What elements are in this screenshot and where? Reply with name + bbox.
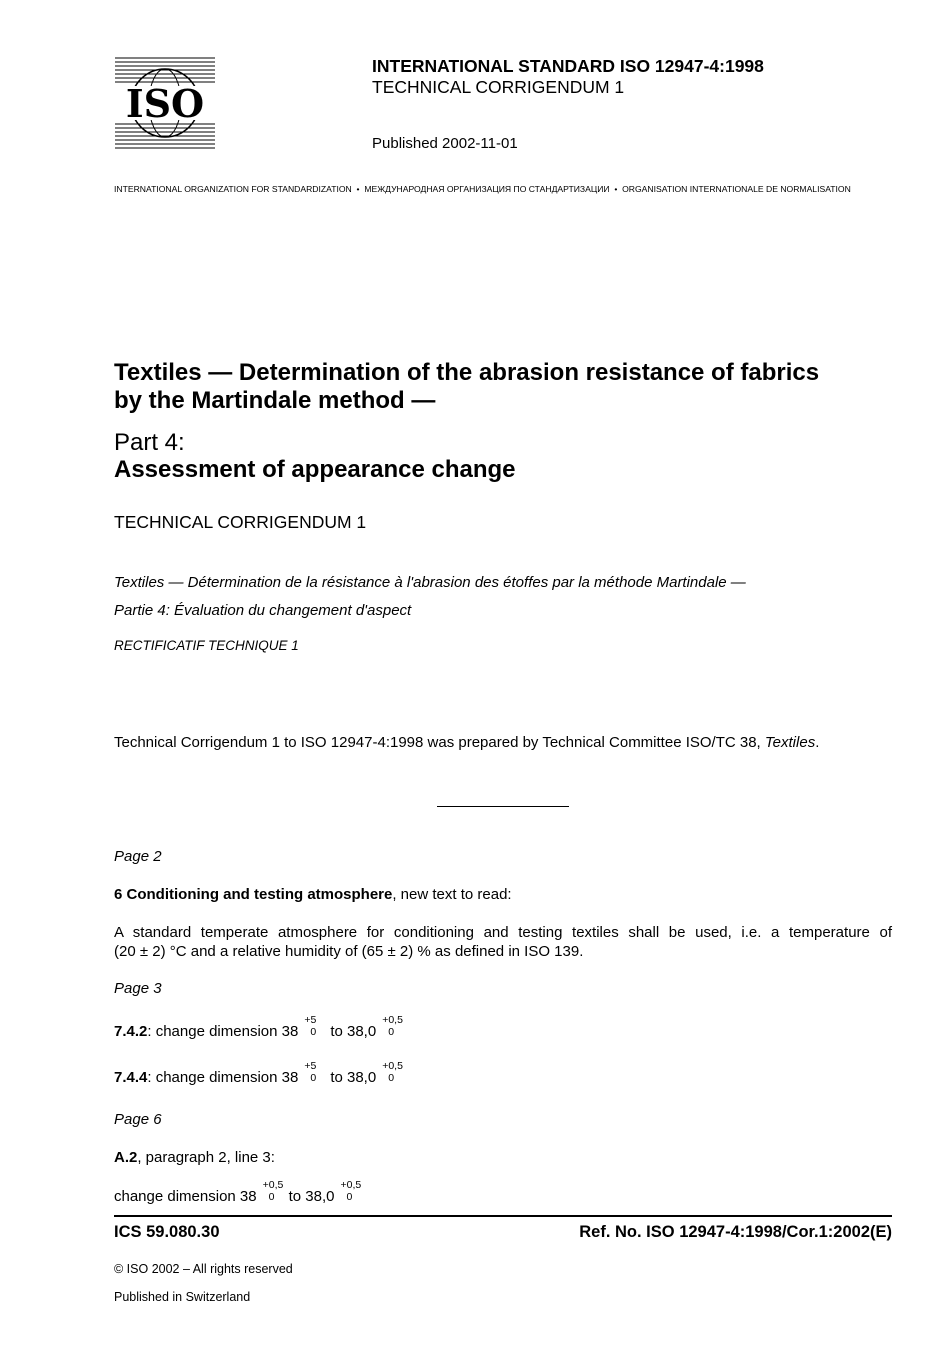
published-date: Published 2002-11-01 [372, 135, 518, 152]
french-corrigendum: RECTIFICATIF TECHNIQUE 1 [114, 638, 299, 653]
reference-number: Ref. No. ISO 12947-4:1998/Cor.1:2002(E) [579, 1223, 892, 1241]
separator [437, 806, 569, 807]
title-line-2: by the Martindale method — [114, 387, 436, 414]
tol-lower: 0 [268, 1191, 275, 1203]
clause-text: : change dimension 38 [147, 1023, 299, 1040]
to-text: to 38,0 [288, 1188, 335, 1205]
clause-6-rest: , new text to read: [392, 886, 512, 903]
published-in: Published in Switzerland [114, 1290, 251, 1304]
page-3-ref: Page 3 [114, 980, 162, 997]
clause-6-title: 6 Conditioning and testing atmosphere [114, 886, 393, 903]
clause-6-text-2: (20 ± 2) °C and a relative humidity of (65 ± 2) % as defined in ISO 139. [114, 943, 584, 960]
intro-text [114, 734, 819, 751]
clause-6-text-1: A standard temperate atmosphere for conditioning and testing textiles shall be used, i.e. a temperature of [114, 924, 892, 941]
tol-lower: 0 [388, 1072, 395, 1084]
clause-number: 7.4.2 [114, 1023, 148, 1040]
corrigendum-heading: TECHNICAL CORRIGENDUM 1 [114, 512, 367, 532]
org-ru: МЕЖДУНАРОДНАЯ ОРГАНИЗАЦИЯ ПО СТАНДАРТИЗАЦИИ [364, 184, 610, 194]
org-fr: ORGANISATION INTERNATIONALE DE NORMALISATION [622, 184, 851, 194]
part-label: Part 4: [114, 429, 185, 456]
clause-number: 7.4.4 [114, 1069, 148, 1086]
tolerance [304, 1014, 326, 1038]
annex-rest: , paragraph 2, line 3: [137, 1149, 275, 1166]
tolerance [382, 1060, 404, 1084]
copyright: © ISO 2002 – All rights reserved [114, 1262, 293, 1276]
annex-a2-change [114, 1179, 366, 1205]
to-text: to 38,0 [330, 1069, 377, 1086]
tol-lower: 0 [346, 1191, 353, 1203]
title-line-1: Textiles — Determination of the abrasion resistance of fabrics [114, 359, 820, 386]
tolerance [262, 1179, 285, 1203]
iso-logo [115, 57, 215, 149]
french-part: Partie 4: Évaluation du changement d'aspect [114, 602, 412, 619]
intro-end: . [815, 734, 820, 751]
clause-6-heading [114, 886, 512, 903]
tol-upper: +0,5 [340, 1179, 362, 1191]
tol-upper: +0,5 [262, 1179, 284, 1191]
tolerance [382, 1014, 404, 1038]
tol-upper: +0,5 [382, 1060, 403, 1072]
tolerance [304, 1060, 326, 1084]
ics-code: ICS 59.080.30 [114, 1223, 220, 1241]
tol-upper: +0,5 [382, 1014, 403, 1026]
intro-main: Technical Corrigendum 1 to ISO 12947-4:1998 was prepared by Technical Committee ISO/TC 38, [114, 734, 765, 751]
clause-7-4-4 [114, 1060, 408, 1086]
footer-rule [114, 1215, 892, 1217]
clause-text: change dimension 38 [114, 1188, 257, 1205]
svg-text:ISO: ISO [125, 81, 205, 126]
tolerance [340, 1179, 362, 1203]
tol-lower: 0 [310, 1072, 317, 1084]
clause-7-4-2 [114, 1014, 408, 1040]
tol-upper: +5 [304, 1014, 317, 1026]
annex-a2-heading [114, 1149, 275, 1166]
organization-line: INTERNATIONAL ORGANIZATION FOR STANDARDIZATION • МЕЖДУНАРОДНАЯ ОРГАНИЗАЦИЯ ПО СТАНДАРТИЗАЦИИ • ORGANISATION INTERNATIONALE DE NORMALISATION [114, 184, 851, 194]
part-title: Assessment of appearance change [114, 456, 516, 483]
page-2-ref: Page 2 [114, 848, 162, 865]
to-text: to 38,0 [330, 1023, 377, 1040]
tol-lower: 0 [388, 1026, 395, 1038]
standard-number: INTERNATIONAL STANDARD ISO 12947-4:1998 [372, 56, 764, 76]
org-en: INTERNATIONAL ORGANIZATION FOR STANDARDIZATION [114, 184, 352, 194]
page-6-ref: Page 6 [114, 1111, 162, 1128]
french-title: Textiles — Détermination de la résistance à l'abrasion des étoffes par la méthode Martindale — [114, 574, 746, 591]
clause-text: : change dimension 38 [147, 1069, 299, 1086]
corrigendum-label: TECHNICAL CORRIGENDUM 1 [372, 77, 625, 97]
annex-number: A.2 [114, 1149, 138, 1166]
tol-lower: 0 [310, 1026, 317, 1038]
tol-upper: +5 [304, 1060, 317, 1072]
intro-italic: Textiles [764, 734, 816, 751]
